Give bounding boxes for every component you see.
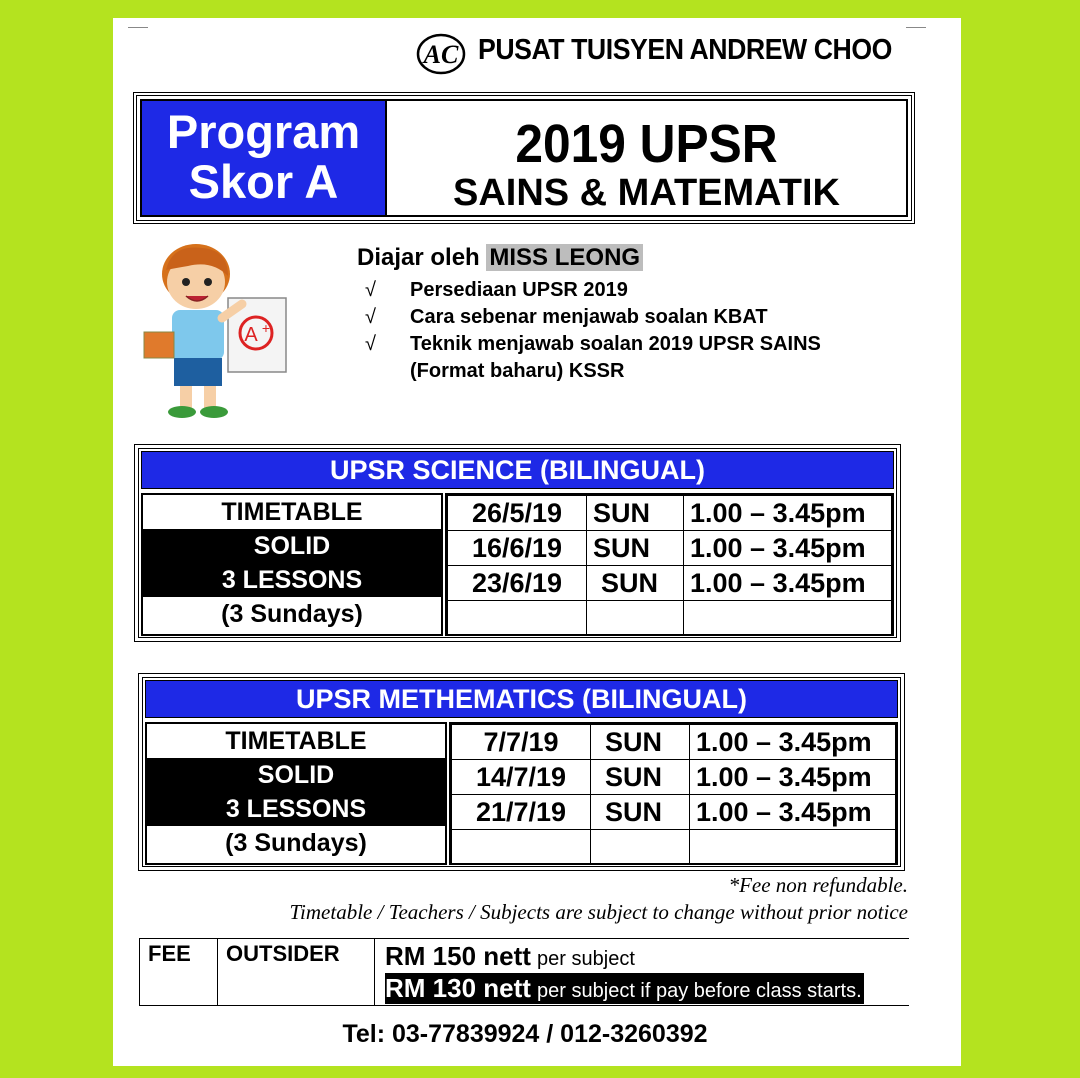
check-icon: √ bbox=[365, 306, 376, 328]
table-row bbox=[452, 830, 896, 865]
science-timetable bbox=[134, 444, 901, 642]
brand-name: PUSAT TUISYEN ANDREW CHOO bbox=[478, 34, 892, 66]
fee-table bbox=[139, 938, 909, 1006]
crop-mark bbox=[128, 27, 148, 28]
table-row: 7/7/19 SUN 1.00 – 3.45pm bbox=[452, 725, 896, 760]
fee-category-cell bbox=[217, 939, 375, 1005]
list-item-continuation: (Format baharu) KSSR bbox=[410, 360, 625, 382]
list-item: √ Cara sebenar menjawab soalan KBAT bbox=[365, 304, 821, 331]
table-row: 21/7/19 SUN 1.00 – 3.45pm bbox=[452, 795, 896, 830]
table-row: 23/6/19 SUN 1.00 – 3.45pm bbox=[448, 566, 892, 601]
maths-timetable bbox=[138, 673, 905, 871]
ac-logo-icon bbox=[416, 32, 466, 76]
change-note: Timetable / Teachers / Subjects are subject to change without prior notice bbox=[289, 900, 908, 924]
svg-text:A: A bbox=[244, 324, 258, 346]
maths-summary: TIMETABLE SOLID 3 LESSONS (3 Sundays) bbox=[145, 722, 447, 865]
contact-phone: Tel: 03-77839924 / 012-3260392 bbox=[342, 1020, 708, 1048]
science-schedule bbox=[445, 493, 894, 636]
maths-header: UPSR METHEMATICS (BILINGUAL) bbox=[145, 680, 898, 718]
teacher-intro bbox=[357, 244, 643, 272]
program-line-2: Skor A bbox=[188, 155, 339, 208]
taught-by-label: Diajar oleh bbox=[357, 244, 480, 271]
fee-label-cell bbox=[139, 939, 218, 1005]
science-summary: TIMETABLE SOLID 3 LESSONS (3 Sundays) bbox=[141, 493, 443, 636]
science-header: UPSR SCIENCE (BILINGUAL) bbox=[141, 451, 894, 489]
fee-note: *Fee non refundable. bbox=[728, 873, 908, 897]
program-line-1: Program bbox=[166, 105, 361, 158]
fee-category: OUTSIDER bbox=[226, 941, 340, 966]
check-icon: √ bbox=[365, 279, 376, 301]
table-row: 26/5/19 SUN 1.00 – 3.45pm bbox=[448, 496, 892, 531]
table-row bbox=[448, 601, 892, 636]
main-title bbox=[387, 101, 906, 215]
fee-label: FEE bbox=[148, 941, 191, 966]
check-icon: √ bbox=[365, 333, 376, 355]
main-title-year: 2019 UPSR bbox=[515, 114, 778, 174]
maths-schedule bbox=[449, 722, 898, 865]
list-item: √ Teknik menjawab soalan 2019 UPSR SAINS bbox=[365, 331, 821, 358]
list-item: √ Persediaan UPSR 2019 bbox=[365, 277, 821, 304]
teacher-name: MISS LEONG bbox=[486, 244, 643, 271]
svg-text:AC: AC bbox=[423, 40, 459, 69]
title-box bbox=[133, 92, 915, 224]
main-title-subjects: SAINS & MATEMATIK bbox=[452, 172, 840, 214]
price-standard: RM 150 nett per subject bbox=[385, 941, 635, 971]
crop-mark bbox=[906, 27, 926, 28]
program-badge bbox=[142, 101, 387, 215]
table-row: 16/6/19 SUN 1.00 – 3.45pm bbox=[448, 531, 892, 566]
svg-text:+: + bbox=[261, 320, 271, 336]
student-illustration bbox=[142, 240, 290, 425]
fee-price-cell bbox=[374, 939, 909, 1005]
price-early: RM 130 nett per subject if pay before class starts. bbox=[385, 973, 862, 1003]
table-row: 14/7/19 SUN 1.00 – 3.45pm bbox=[452, 760, 896, 795]
feature-list bbox=[365, 277, 821, 385]
